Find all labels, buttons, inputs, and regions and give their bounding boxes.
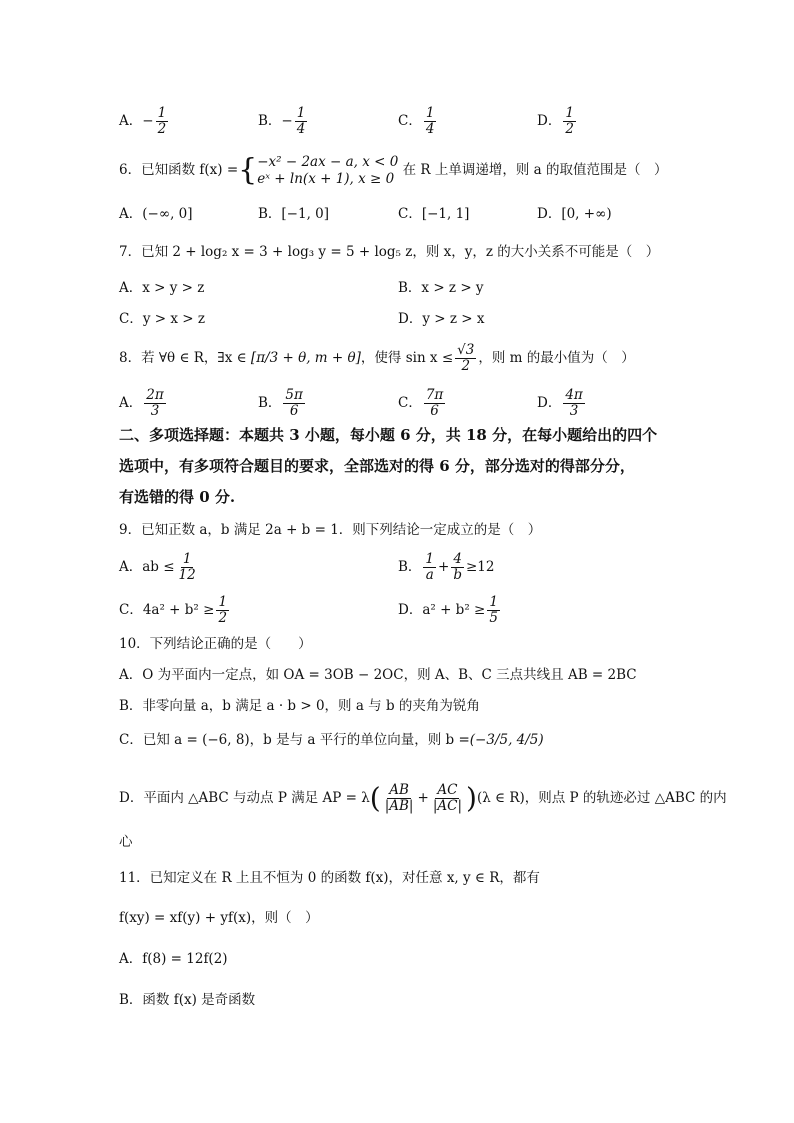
q5-a-fraction: $\frac{1}{2}$ xyxy=(157,105,167,137)
q7-option-c: C．y > x > z xyxy=(119,311,205,327)
q6-option-d: D．[0, +∞) xyxy=(537,206,612,222)
q10-option-b: B．非零向量 a，b 满足 a · b > 0，则 a 与 b 的夹角为锐角 xyxy=(119,698,480,714)
q11-option-b: B．函数 f(x) 是奇函数 xyxy=(119,992,256,1008)
q6-option-b: B．[−1, 0] xyxy=(258,206,330,222)
q5-b-fraction: $\frac{1}{4}$ xyxy=(296,105,306,137)
q6-pieces: −x² − 2ax − a, x < 0 eˣ + ln(x + 1), x ≥ 0 xyxy=(257,153,399,187)
q6-brace: { xyxy=(238,152,258,188)
q5-option-c: C． $\frac{1}{4}$ xyxy=(398,105,435,137)
q6-option-a: A．(−∞, 0] xyxy=(119,206,193,222)
q11-equation: f(xy) = xf(y) + yf(x)，则（ ） xyxy=(119,910,319,926)
q5-option-d: D． $\frac{1}{2}$ xyxy=(537,105,574,137)
q7-option-b: B．x > z > y xyxy=(398,280,484,296)
q8-stem: 8．若 ∀θ ∈ R，∃x ∈ [π/3 + θ, m + θ]，使得 sin x ≤ $\frac{√3}{2}$ ，则 m 的最小值为（ ） xyxy=(119,342,635,374)
q8-interval: [π/3 + θ, m + θ] xyxy=(250,350,361,366)
q5-d-fraction: $\frac{1}{2}$ xyxy=(565,105,574,137)
q6-stem: 6．已知函数 f(x) ={−x² − 2ax − a, x < 0 eˣ + ln(x + 1), x ≥ 0 在 R 上单调递增，则 a 的取值范围是（ ） xyxy=(119,152,668,188)
q9-option-b: B． $\frac{1}{a}$ + $\frac{4}{b}$ ≥12 xyxy=(398,551,495,583)
q11-option-a: A．f(8) = 12f(2) xyxy=(119,951,228,967)
q10-option-a: A．O 为平面内一定点，如 OA = 3OB − 2OC，则 A、B、C 三点共线且 AB = 2BC xyxy=(119,667,637,683)
q5-option-b: B．− $\frac{1}{4}$ xyxy=(258,105,306,137)
section2-line2: 选项中，有多项符合题目的要求，全部选对的得 6 分，部分选对的得部分分， xyxy=(119,457,635,475)
q10-c-value: (−3/5, 4/5) xyxy=(469,732,544,748)
q8-option-b: B． $\frac{5\pi}{6}$ xyxy=(258,387,303,419)
q10-option-d: D．平面内 △ABC 与动点 P 满足 AP = λ( $\frac{AB}{|AB|}$ + $\frac{AC}{|AC|}$ )(λ ∈ R)，则点 P 的轨迹必过 △ABC 的内 xyxy=(119,781,727,815)
q8-option-d: D． $\frac{4\pi}{3}$ xyxy=(537,387,583,419)
q10-option-d-continued: 心 xyxy=(119,834,133,850)
q7-option-d: D．y > z > x xyxy=(398,311,485,327)
q10-option-c: C．已知 a = (−6, 8)，b 是与 a 平行的单位向量，则 b =(−3/5, 4/5) xyxy=(119,732,544,748)
q9-option-a: A．ab ≤ $\frac{1}{12}$ xyxy=(119,551,196,583)
q6-option-c: C．[−1, 1] xyxy=(398,206,470,222)
q11-stem: 11．已知定义在 R 上且不恒为 0 的函数 f(x)，对任意 x, y ∈ R，都有 xyxy=(119,870,540,886)
q5-option-a: A．− $\frac{1}{2}$ xyxy=(119,105,167,137)
q9-option-d: D．a² + b² ≥ $\frac{1}{5}$ xyxy=(398,594,498,626)
q10-stem: 10．下列结论正确的是（ ） xyxy=(119,636,312,652)
q8-sqrt-fraction: $\frac{√3}{2}$ xyxy=(457,342,475,374)
q9-option-c: C．4a² + b² ≥ $\frac{1}{2}$ xyxy=(119,594,228,626)
q8-option-c: C． $\frac{7\pi}{6}$ xyxy=(398,387,444,419)
q7-stem: 7．已知 2 + log₂ x = 3 + log₃ y = 5 + log₅ z，则 x，y，z 的大小关系不可能是（ ） xyxy=(119,244,660,260)
q7-option-a: A．x > y > z xyxy=(119,280,205,296)
section2-line3: 有选错的得 0 分. xyxy=(119,488,236,506)
q9-stem: 9．已知正数 a，b 满足 2a + b = 1．则下列结论一定成立的是（ ） xyxy=(119,522,542,538)
q5-c-fraction: $\frac{1}{4}$ xyxy=(425,105,435,137)
q8-option-a: A． $\frac{2\pi}{3}$ xyxy=(119,387,164,419)
section2-line1: 二、多项选择题：本题共 3 小题，每小题 6 分，共 18 分，在每小题给出的四个 xyxy=(119,426,658,444)
